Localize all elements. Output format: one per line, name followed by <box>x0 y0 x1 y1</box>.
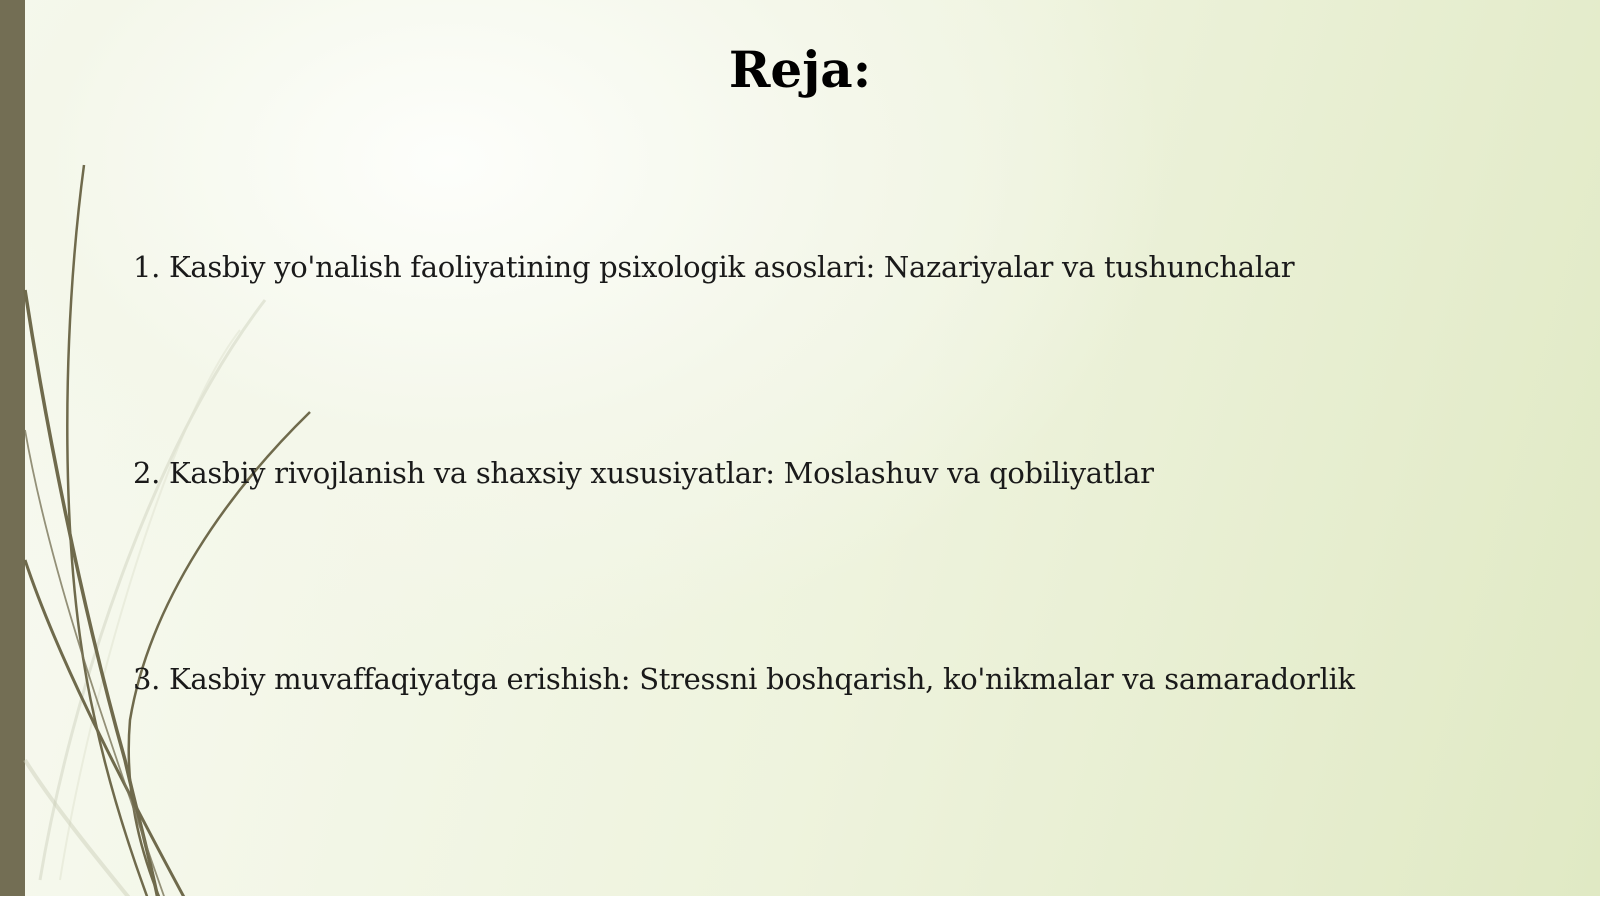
slide-title: Reja: <box>728 40 872 99</box>
agenda-item-3: 3. Kasbiy muvaffaqiyatga erishish: Stressni boshqarish, ko'nikmalar va samaradorlik <box>133 662 1355 696</box>
agenda-item-1: 1. Kasbiy yo'nalish faoliyatining psixologik asoslari: Nazariyalar va tushunchalar <box>133 250 1295 284</box>
agenda-item-2: 2. Kasbiy rivojlanish va shaxsiy xususiyatlar: Moslashuv va qobiliyatlar <box>133 456 1154 490</box>
agenda-list <box>133 0 1553 899</box>
